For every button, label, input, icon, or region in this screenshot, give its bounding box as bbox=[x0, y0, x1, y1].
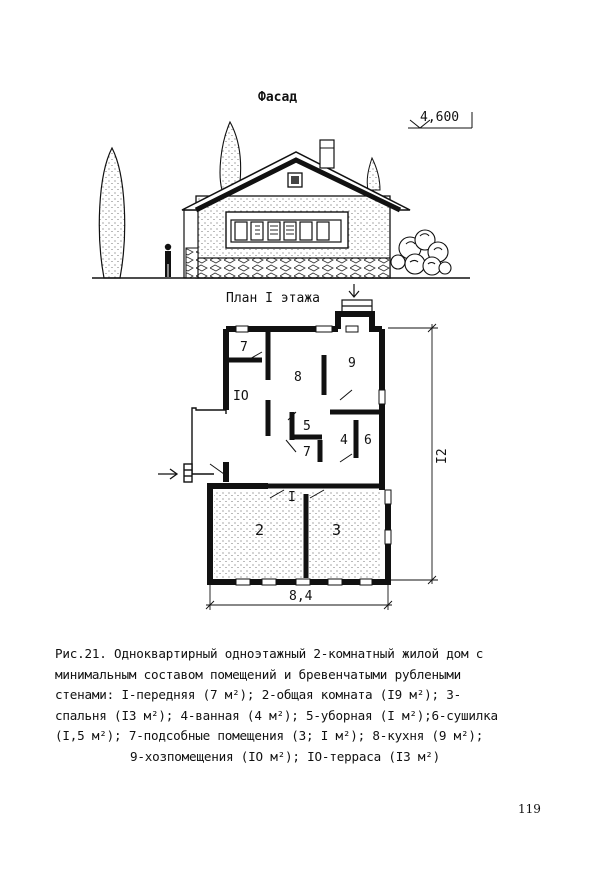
room-label-10: IO bbox=[233, 389, 249, 404]
caption-line: 9-хозпомещения (IO м²); IO-терраса (I3 м²) bbox=[130, 748, 441, 764]
room-label-8: 8 bbox=[294, 370, 302, 385]
room-label-3: 3 bbox=[332, 521, 342, 539]
facade-title: Фасад bbox=[258, 90, 298, 105]
caption-line: спальня (I3 м²); 4-ванная (4 м²); 5-уборная (I м²);6-сушилка bbox=[55, 707, 498, 723]
entry-arrow-left bbox=[158, 469, 177, 479]
elevation-arrow bbox=[408, 112, 472, 128]
room-label-6: 6 bbox=[364, 433, 372, 448]
room-label-4: 4 bbox=[340, 433, 348, 448]
person-figure bbox=[165, 244, 171, 277]
cypress-tree-left bbox=[99, 148, 124, 278]
caption-line: минимальным составом помещений и бревенчатыми рублеными bbox=[55, 666, 462, 682]
caption-line: (I,5 м²); 7-подсобные помещения (3; I м²); 8-кухня (9 м²); bbox=[55, 728, 484, 743]
stone-plinth bbox=[198, 258, 390, 278]
figure-caption bbox=[55, 644, 545, 767]
room-label-5: 5 bbox=[303, 419, 311, 434]
room-3-fill bbox=[308, 490, 380, 578]
dim-length-label: I2 bbox=[435, 448, 450, 464]
room-label-9: 9 bbox=[348, 356, 356, 371]
shrubs bbox=[391, 230, 451, 275]
caption-line: Рис.21. Одноквартирный одноэтажный 2-комнатный жилой дом с bbox=[55, 646, 484, 661]
dim-width-label: 8,4 bbox=[289, 589, 313, 604]
page-number: 119 bbox=[518, 802, 541, 816]
room-label-7b: 7 bbox=[303, 445, 311, 460]
room-label-7a: 7 bbox=[240, 340, 248, 355]
chimney bbox=[320, 140, 334, 168]
floor-plan bbox=[158, 284, 450, 610]
window-band bbox=[226, 212, 348, 248]
door-swings bbox=[210, 352, 352, 498]
plan-title: План I этажа bbox=[226, 291, 320, 306]
entry-arrow-top bbox=[342, 284, 372, 312]
room-label-1: I bbox=[288, 490, 296, 505]
facade-elevation bbox=[92, 112, 472, 278]
caption-line: стенами: I-передняя (7 м²); 2-общая комната (I9 м²); 3- bbox=[55, 687, 462, 702]
dim-line-length bbox=[388, 324, 438, 584]
elevation-mark: 4,600 bbox=[420, 110, 460, 125]
room-label-2: 2 bbox=[255, 521, 265, 539]
